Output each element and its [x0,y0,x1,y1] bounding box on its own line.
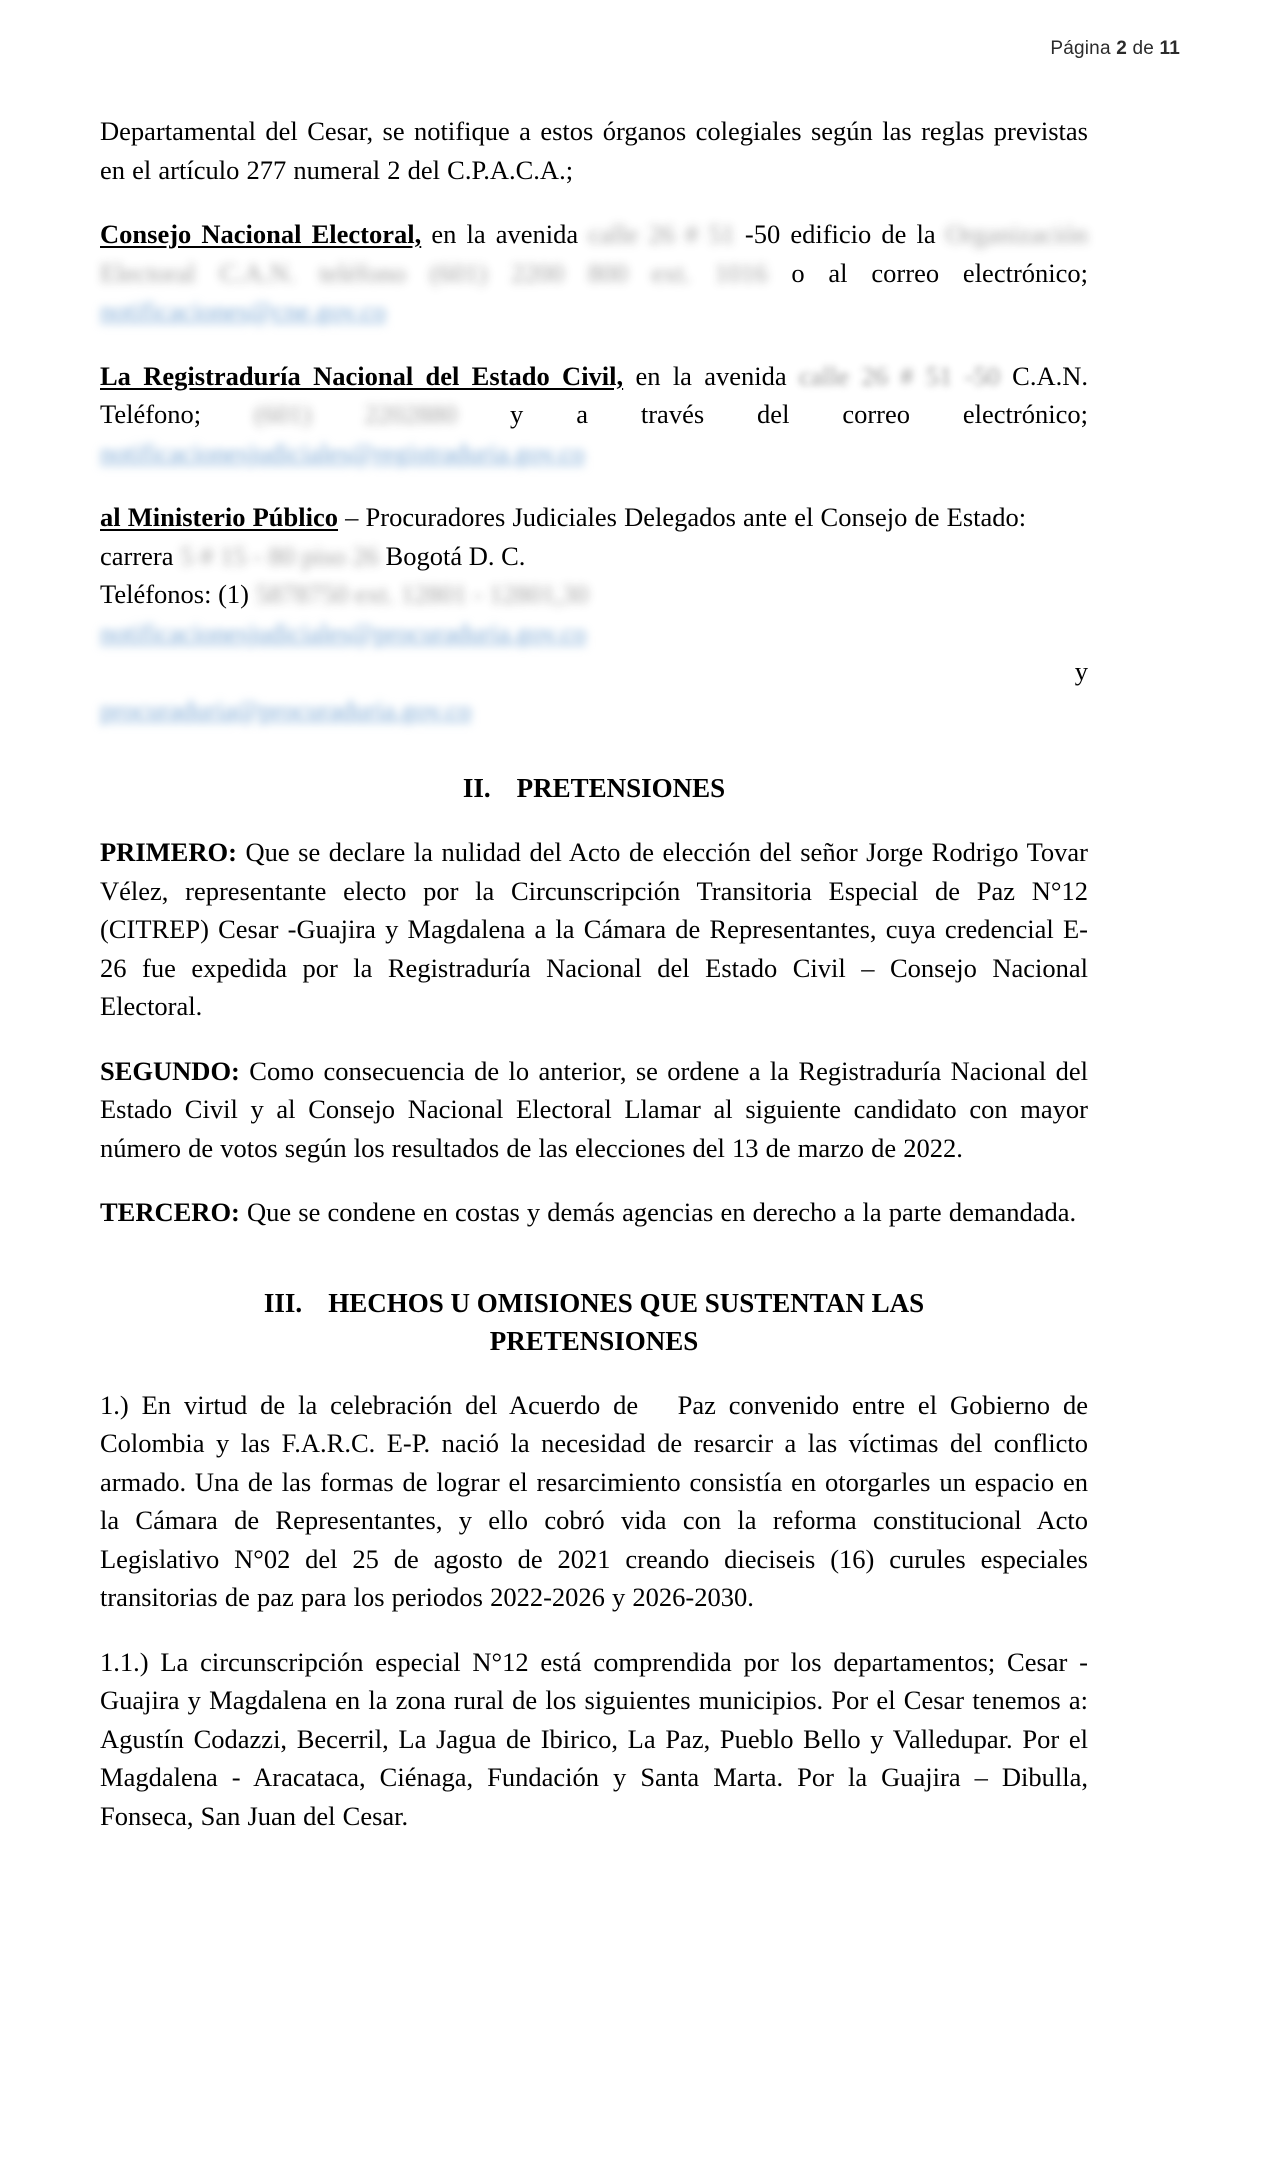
ministerio-phone-line [100,575,1088,614]
label-segundo: SEGUNDO: [100,1055,240,1086]
text-primero: Que se declare la nulidad del Acto de elección del señor Jorge Rodrigo Tovar Vélez, representante electo por la Circunscripción Transitoria Especial de Paz N°12 (CITREP) Cesar -Guajira y Magdalena a la Cámara de Representantes, cuya credencial E-26 fue expedida por la Registraduría Nacional del Estado Civil – Consejo Nacional Electoral. [100,837,1088,1021]
paragraph-hecho-1: 1.) En virtud de la celebración del Acuerdo de Paz convenido entre el Gobierno de Colombia y las F.A.R.C. E-P. nació la necesidad de resarcir a las víctimas del conflicto armado. Una de las formas de lograr el resarcimiento consistía en otorgarles un espacio en la Cámara de Representantes, y ello cobró vida con la reforma constitucional Acto Legislativo N°02 del 25 de agosto de 2021 creando dieciseis (16) curules especiales transitorias de paz para los periodos 2022-2026 y 2026-2030. [100,1389,1088,1612]
page-header-prefix: Página [1050,38,1111,59]
page-header-current: 2 [1116,38,1127,59]
paragraph-segundo [100,1052,1088,1168]
redacted-cne-address: calle 26 # 51 [588,219,735,249]
section-2-numeral: II. [462,773,491,803]
document-body [100,112,1088,1861]
section-3-numeral: III. [263,1287,303,1318]
trailing-conjunction: y [1074,656,1088,686]
paragraph-ministerio-publico [100,498,1088,537]
redacted-ministerio-phone: 5878750 ext. 12801 - 12801,30 [255,579,589,609]
text-segundo: Como consecuencia de lo anterior, se ordene a la Registraduría Nacional del Estado Civil y al Consejo Nacional Electoral Llamar al siguiente candidato con mayor número de votos según los resultados de las elecciones del 13 de marzo de 2022. [100,1055,1089,1163]
registraduria-text-3: y a través del correo electrónico; [510,399,1088,429]
ministerio-address-city: Bogotá D. C. [385,540,526,571]
label-tercero: TERCERO: [100,1197,240,1227]
entity-consejo-nacional-electoral: Consejo Nacional Electoral, [100,219,422,249]
paragraph-tercero [100,1193,1088,1232]
section-3-title-line-1: HECHOS U OMISIONES QUE SUSTENTAN LAS [328,1287,925,1318]
redacted-registraduria-phone: (601) 2202880 [254,399,458,429]
redacted-cne-line-2: Organización Electoral C.A.N. teléfono (601) 2200 800 ext. 1016 [100,219,1089,288]
registraduria-text-1: en la avenida [635,360,787,391]
entity-ministerio-publico: al Ministerio Público [100,502,339,532]
redacted-registraduria-address: calle 26 # 51 -50 [798,360,1000,391]
ministerio-email-line-1 [100,614,1088,653]
ministerio-email-line-2 [100,691,1088,730]
page-number-header [1050,38,1180,60]
page-header-middle: de [1132,38,1155,59]
entity-registraduria: La Registraduría Nacional del Estado Civil, [100,360,624,391]
section-3-title-line-2: PRETENSIONES [489,1325,699,1356]
text-tercero: Que se condene en costas y demás agencias en derecho a la parte demandada. [247,1197,1077,1227]
section-2-title: PRETENSIONES [516,773,726,803]
redacted-cne-email[interactable]: notificaciones@cne.gov.co [100,296,387,326]
ministerio-text-1: – Procuradores Judiciales Delegados ante el Consejo de Estado: [345,502,1027,532]
cne-text-3: o al correo electrónico; [791,257,1089,288]
redacted-registraduria-email[interactable]: notificacionesjudiciales@registraduria.gov.co [100,437,585,468]
registraduria-text-2: C.A.N. Teléfono; [100,360,1088,429]
redacted-ministerio-email-2[interactable]: procuraduria@procuraduria.gov.co [100,694,472,725]
ministerio-address-label: carrera [100,540,174,571]
heading-section-2 [100,769,1088,807]
paragraph-hecho-1-1: 1.1.) La circunscripción especial N°12 está comprendida por los departamentos; Cesar -Guajira y Magdalena en la zona rural de los siguientes municipios. Por el Cesar tenemos a: Agustín Codazzi, Becerril, La Jagua de Ibirico, La Paz, Pueblo Bello y Valledupar. Por el Magdalena - Aracataca, Ciénaga, Fundación y Santa Marta. Por la Guajira – Dibulla, Fonseca, San Juan del Cesar. [100,1646,1088,1831]
ministerio-phone-label: Teléfonos: (1) [100,579,249,609]
paragraph-primero [100,833,1088,1026]
label-primero: PRIMERO: [100,837,237,867]
paragraph-consejo-nacional-electoral [100,215,1088,331]
paragraph-departamental: Departamental del Cesar, se notifique a estos órganos colegiales según las reglas previstas en el artículo 277 numeral 2 del C.P.A.C.A.; [100,116,1088,185]
redacted-ministerio-email-1[interactable]: notificacionesjudiciales@procuraduria.gov.co [100,617,587,648]
redacted-ministerio-address: 5 # 15 - 80 piso 26 [180,540,379,571]
cne-text-2: -50 edificio de la [744,219,936,249]
ministerio-address-line [100,537,1088,576]
heading-section-3 [100,1284,1088,1360]
cne-text-1: en la avenida [431,219,579,249]
page-header-total: 11 [1159,38,1180,59]
paragraph-registraduria [100,357,1088,473]
